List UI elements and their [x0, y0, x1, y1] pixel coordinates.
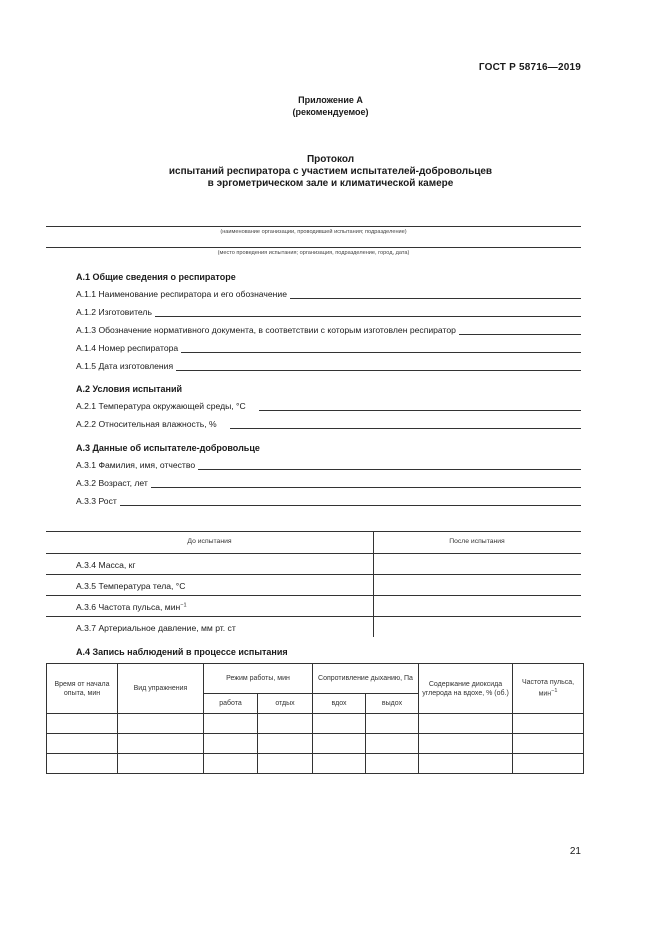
- standard-number: ГОСТ Р 58716—2019: [478, 62, 581, 73]
- input-line[interactable]: [151, 478, 581, 488]
- field-a3-1[interactable]: А.3.1 Фамилия, имя, отчество: [76, 458, 581, 470]
- col-resistance: Сопротивление дыханию, Па: [313, 664, 419, 694]
- vitals-row-pressure[interactable]: А.3.7 Артериальное давление, мм рт. ст: [46, 617, 581, 637]
- field-a3-2[interactable]: А.3.2 Возраст, лет: [76, 476, 581, 488]
- section-a4-title: А.4 Запись наблюдений в процессе испытания: [76, 647, 288, 657]
- col-mode: Режим работы, мин: [204, 664, 313, 694]
- org-caption: (наименование организации, проводившей испытания; подразделение): [220, 229, 407, 235]
- vitals-row-mass[interactable]: А.3.4 Масса, кг: [46, 554, 581, 575]
- vitals-header-row: [46, 531, 581, 554]
- field-a1-2[interactable]: А.1.2 Изготовитель: [76, 305, 581, 317]
- input-line[interactable]: [259, 401, 581, 411]
- header-before: До испытания: [187, 538, 232, 545]
- field-a1-5[interactable]: А.1.5 Дата изготовления: [76, 359, 581, 371]
- protocol-title-line1: Протокол: [306, 154, 355, 165]
- protocol-title-line3: в эргометрическом зале и климатической камере: [207, 178, 454, 189]
- field-a1-1[interactable]: А.1.1 Наименование респиратора и его обозначение: [76, 287, 581, 299]
- input-line[interactable]: [176, 361, 581, 371]
- vitals-row-temperature[interactable]: А.3.5 Температура тела, °С: [46, 575, 581, 596]
- input-line[interactable]: [120, 496, 581, 506]
- vitals-row-pulse[interactable]: А.3.6 Частота пульса, мин$^{-1}$: [46, 596, 581, 617]
- org-line[interactable]: [46, 226, 581, 227]
- field-a1-3[interactable]: А.1.3 Обозначение нормативного документа, в соответствии с которым изготовлен респиратор: [76, 323, 581, 335]
- header-after: После испытания: [449, 538, 505, 545]
- input-line[interactable]: [230, 419, 581, 429]
- place-caption: (место проведения испытания; организация, подразделение, город, дата): [217, 250, 410, 256]
- input-line[interactable]: [198, 460, 581, 470]
- annex-heading: [0, 94, 661, 118]
- observations-table: [46, 663, 584, 774]
- col-mode-rest: отдых: [258, 694, 313, 714]
- table-row: [47, 734, 584, 754]
- col-co2: Содержание диоксида углерода на вдохе, % (об.): [419, 664, 513, 714]
- annex-subtitle: (рекомендуемое): [292, 107, 369, 117]
- col-exercise: Вид упражнения: [118, 664, 204, 714]
- input-line[interactable]: [155, 307, 581, 317]
- page-number: 21: [569, 846, 581, 857]
- col-exhale: выдох: [366, 694, 419, 714]
- input-line[interactable]: [290, 289, 581, 299]
- section-a1-title: А.1 Общие сведения о респираторе: [76, 272, 236, 282]
- col-pulse: Частота пульса, мин$^{-1}$: [513, 664, 584, 714]
- table-row: [47, 754, 584, 774]
- col-time: Время от начала опыта, мин: [47, 664, 118, 714]
- vitals-table: [46, 531, 581, 637]
- protocol-title-line2: испытаний респиратора с участием испытателей-добровольцев: [168, 166, 493, 177]
- annex-title: Приложение А: [298, 95, 363, 105]
- section-a3-title: А.3 Данные об испытателе-добровольце: [76, 443, 260, 453]
- input-line[interactable]: [459, 325, 581, 335]
- col-mode-work: работа: [204, 694, 258, 714]
- section-a2-title: А.2 Условия испытаний: [76, 384, 183, 394]
- input-line[interactable]: [181, 343, 581, 353]
- protocol-heading: [0, 154, 661, 190]
- col-inhale: вдох: [313, 694, 366, 714]
- place-line[interactable]: [46, 247, 581, 248]
- field-a2-1[interactable]: А.2.1 Температура окружающей среды, °С: [76, 399, 581, 411]
- field-a2-2[interactable]: А.2.2 Относительная влажность, %: [76, 417, 581, 429]
- table-row: [47, 714, 584, 734]
- field-a1-4[interactable]: А.1.4 Номер респиратора: [76, 341, 581, 353]
- field-a3-3[interactable]: А.3.3 Рост: [76, 494, 581, 506]
